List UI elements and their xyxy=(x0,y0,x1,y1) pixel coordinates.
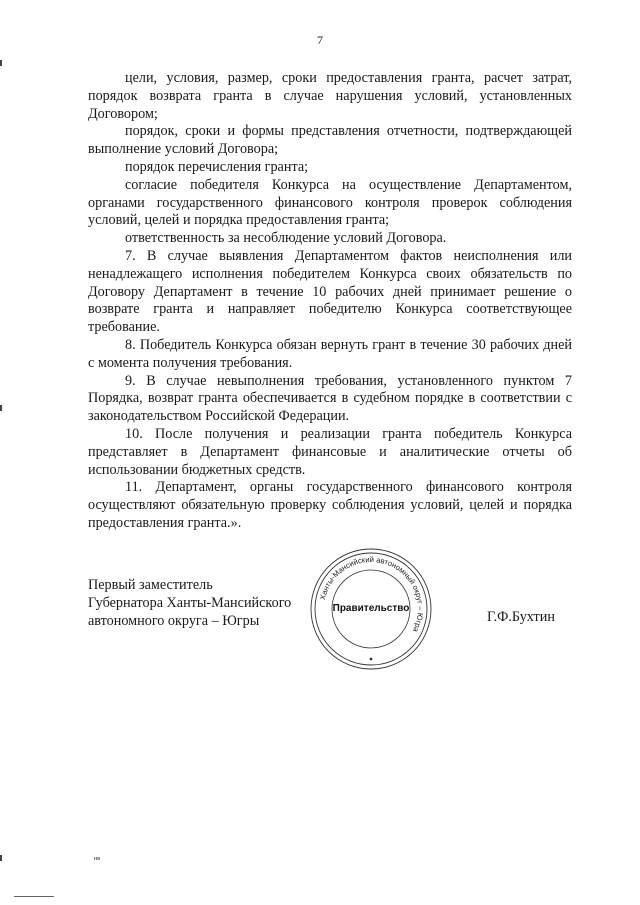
signature-title xyxy=(88,576,291,630)
paragraph: порядок перечисления гранта; xyxy=(125,158,309,175)
paragraph: 9. В случае невыполнения требования, установленного пунктом 7 Порядка, возврат гранта обеспечивается в судебном порядке в соответствии с законодательством Российской Федерации. xyxy=(88,372,572,425)
footer-mark: нв xyxy=(94,856,101,862)
document-body xyxy=(88,70,572,533)
page-number: 7 xyxy=(317,33,323,47)
seal-ring-text: Ханты-Мансийский автономный округ – Югра xyxy=(317,554,426,634)
paragraph: 7. В случае выявления Департаментом фактов неисполнения или ненадлежащего исполнения победителем Конкурса своих обязательств по Договору Департамент в течение 10 рабочих дней принимает решение о возврате гранта и направляет победителю Конкурса соответствующее требование. xyxy=(88,247,572,336)
paragraph: 10. После получения и реализации гранта победитель Конкурса представляет в Департамент финансовые и аналитические отчеты об использовании бюджетных средств. xyxy=(88,425,572,478)
paragraph: ответственность за несоблюдение условий Договора. xyxy=(125,230,447,247)
seal-center-text: Правительство xyxy=(332,603,410,614)
official-seal xyxy=(309,547,433,671)
paragraph: цели, условия, размер, сроки предоставления гранта, расчет затрат, порядок возврата гранта в случае нарушения условий, установленных Договором; xyxy=(88,70,572,122)
scan-edge-tick xyxy=(0,60,2,66)
paragraph: 8. Победитель Конкурса обязан вернуть грант в течение 30 рабочих дней с момента получения требования. xyxy=(88,336,572,371)
signature-title-line: Губернатора Ханты-Мансийского xyxy=(88,595,292,611)
scan-edge-tick xyxy=(0,405,2,411)
paragraph: порядок, сроки и формы представления отчетности, подтверждающей выполнение условий Договора; xyxy=(88,123,572,158)
seal-dot xyxy=(370,658,373,661)
paragraph: 11. Департамент, органы государственного финансового контроля осуществляют обязательную проверку соблюдения условий, целей и порядка предоставления гранта.». xyxy=(88,479,572,531)
signature-title-line: автономного округа – Югры xyxy=(88,613,260,629)
scan-bottom-line xyxy=(14,896,54,897)
paragraph: согласие победителя Конкурса на осуществление Департаментом, органами государственного финансового контроля проверок соблюдения условий, целей и порядка предоставления гранта; xyxy=(88,176,572,229)
scan-edge-tick xyxy=(0,855,2,861)
signature-title-line: Первый заместитель xyxy=(88,577,213,593)
signature-name: Г.Ф.Бухтин xyxy=(487,609,555,625)
